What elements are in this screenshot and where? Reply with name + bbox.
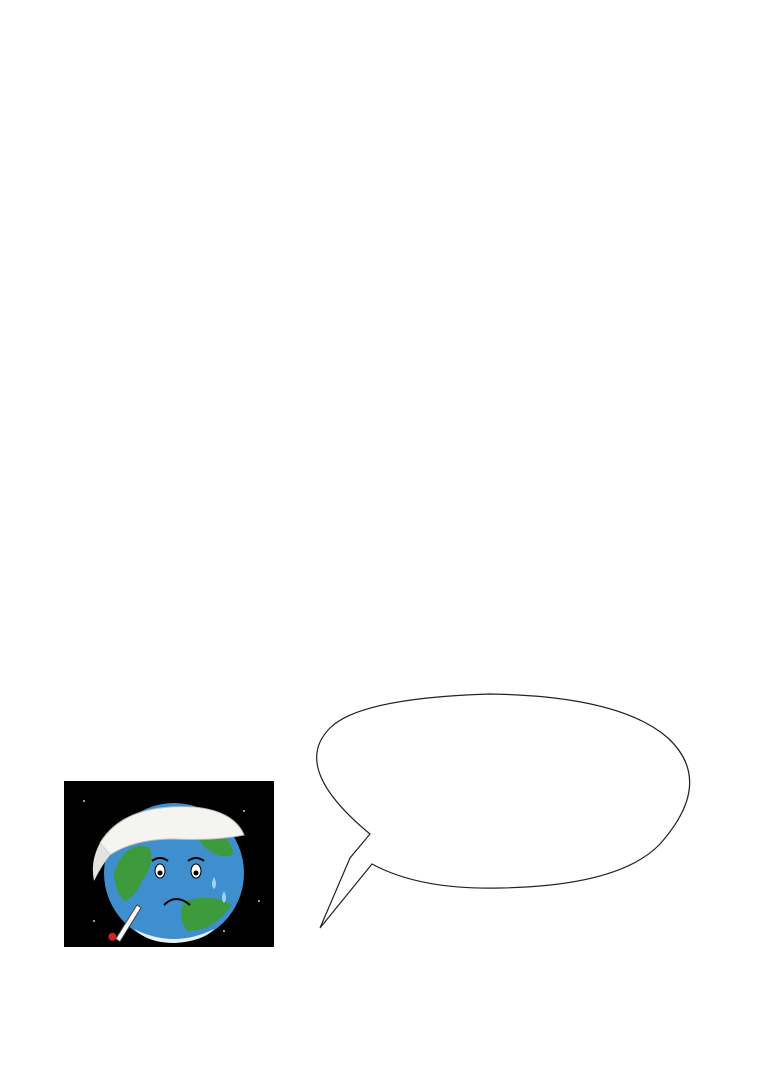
sick-earth-icon [64, 781, 274, 947]
